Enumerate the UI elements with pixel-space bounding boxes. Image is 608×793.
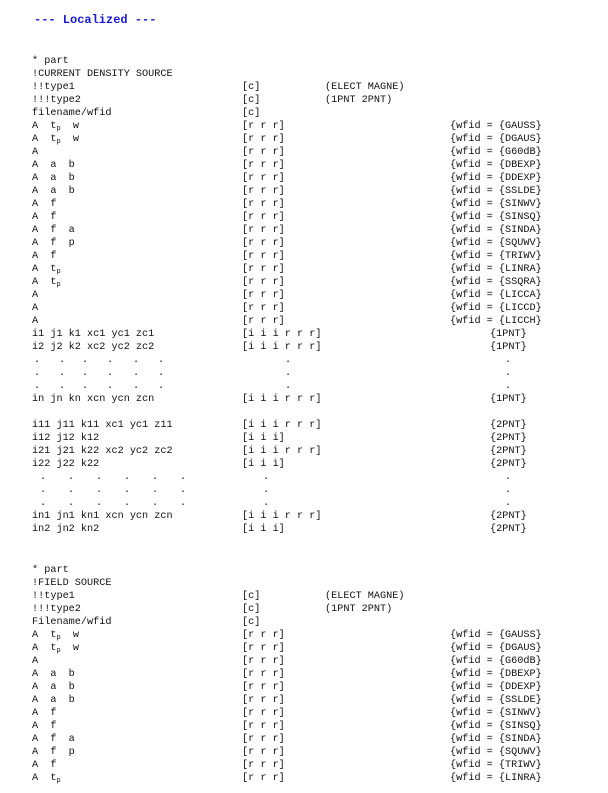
ellipsis-dot: .	[263, 485, 270, 496]
subscript: p	[56, 777, 61, 785]
coord-label: i2 j2 k2 xc2 yc2 zc2	[32, 342, 155, 353]
param-format: [r r r]	[242, 121, 285, 132]
type1-format: [c]	[242, 82, 261, 93]
param-wfid: {wfid = {SINDA}	[450, 734, 542, 745]
coord-label: in jn kn xcn ycn zcn	[32, 394, 155, 405]
coord-tag: {2PNT}	[490, 511, 527, 522]
param-wfid: {wfid = {SINSQ}	[450, 212, 542, 223]
ellipsis-row	[0, 497, 608, 510]
ellipsis-dot: .	[285, 355, 292, 366]
param-wfid: {wfid = {LICCD}	[450, 303, 542, 314]
param-format: [r r r]	[242, 277, 285, 288]
param-row	[0, 733, 608, 746]
ellipsis-dot: .	[133, 355, 140, 366]
param-wfid: {wfid = {SINWV}	[450, 199, 542, 210]
param-format: [r r r]	[242, 721, 285, 732]
type2-options: (1PNT 2PNT)	[325, 95, 393, 106]
coord-format: [i i i r r r]	[242, 511, 322, 522]
param-row	[0, 146, 608, 159]
param-format: [r r r]	[242, 134, 285, 145]
param-wfid: {wfid = {SINWV}	[450, 708, 542, 719]
param-row	[0, 198, 608, 211]
param-label: A f a	[32, 734, 75, 745]
param-format: [r r r]	[242, 303, 285, 314]
ellipsis-dot: .	[124, 498, 131, 509]
ellipsis-dot: .	[180, 498, 187, 509]
ellipsis-dot: .	[107, 368, 114, 379]
param-row	[0, 276, 608, 289]
param-format: [r r r]	[242, 695, 285, 706]
coord-tag: {1PNT}	[490, 342, 527, 353]
param-format: [r r r]	[242, 747, 285, 758]
param-row	[0, 707, 608, 720]
coord-format: [i i i r r r]	[242, 342, 322, 353]
ellipsis-dot: .	[505, 355, 512, 366]
ellipsis-dot: .	[40, 498, 47, 509]
coord-format: [i i i r r r]	[242, 394, 322, 405]
ellipsis-row	[0, 484, 608, 497]
param-wfid: {wfid = {DDEXP}	[450, 173, 542, 184]
subscript: p	[56, 138, 61, 146]
param-wfid: {wfid = {SINDA}	[450, 225, 542, 236]
coord-label: i11 j11 k11 xc1 yc1 z11	[32, 420, 173, 431]
coord-label: in1 jn1 kn1 xcn ycn zcn	[32, 511, 173, 522]
param-label: A	[32, 316, 39, 327]
two-pnt-last-row	[0, 523, 608, 536]
param-label: A f	[32, 708, 57, 719]
param-format: [r r r]	[242, 199, 285, 210]
coord-tag: {1PNT}	[490, 329, 527, 340]
ellipsis-dot: .	[505, 368, 512, 379]
param-wfid: {wfid = {LINRA}	[450, 773, 542, 784]
param-format: [r r r]	[242, 643, 285, 654]
two-pnt-row	[0, 458, 608, 471]
param-wfid: {wfid = {TRIWV}	[450, 251, 542, 262]
ellipsis-dot: .	[107, 381, 114, 392]
ellipsis-dot: .	[68, 485, 75, 496]
part-marker-text: * part	[32, 565, 69, 576]
ellipsis-dot: .	[152, 472, 159, 483]
ellipsis-dot: .	[82, 381, 89, 392]
source-title	[0, 68, 608, 81]
ellipsis-row	[0, 380, 608, 393]
param-label: A	[32, 303, 39, 314]
param-row	[0, 772, 608, 785]
param-wfid: {wfid = {LICCH}	[450, 316, 542, 327]
param-format: [r r r]	[242, 173, 285, 184]
param-format: [r r r]	[242, 251, 285, 262]
type2-label: !!!type2	[32, 95, 81, 106]
ellipsis-dot: .	[505, 472, 512, 483]
ellipsis-dot: .	[133, 368, 140, 379]
ellipsis-dot: .	[96, 472, 103, 483]
type2-format: [c]	[242, 604, 261, 615]
param-label: A f p	[32, 747, 75, 758]
param-wfid: {wfid = {DGAUS}	[450, 643, 542, 654]
param-wfid: {wfid = {DDEXP}	[450, 682, 542, 693]
coord-format: [i i i r r r]	[242, 446, 322, 457]
coord-label: i22 j22 k22	[32, 459, 100, 470]
param-row	[0, 759, 608, 772]
filename-row	[0, 616, 608, 629]
param-row	[0, 315, 608, 328]
param-wfid: {wfid = {GAUSS}	[450, 121, 542, 132]
ellipsis-dot: .	[82, 355, 89, 366]
ellipsis-dot: .	[505, 381, 512, 392]
param-label: A f	[32, 212, 57, 223]
param-label: A f a	[32, 225, 75, 236]
part-marker	[0, 55, 608, 68]
param-format: [r r r]	[242, 160, 285, 171]
coord-format: [i i i]	[242, 459, 285, 470]
param-row	[0, 250, 608, 263]
param-format: [r r r]	[242, 760, 285, 771]
type2-row	[0, 94, 608, 107]
filename-format: [c]	[242, 108, 261, 119]
param-format: [r r r]	[242, 630, 285, 641]
param-row	[0, 746, 608, 759]
param-row	[0, 694, 608, 707]
param-wfid: {wfid = {SSLDE}	[450, 186, 542, 197]
param-label: A a b	[32, 669, 75, 680]
ellipsis-dot: .	[68, 498, 75, 509]
ellipsis-dot: .	[133, 381, 140, 392]
param-row	[0, 224, 608, 237]
param-wfid: {wfid = {SQUWV}	[450, 747, 542, 758]
param-label: A f	[32, 199, 57, 210]
param-label: A $t_p$	[32, 264, 61, 276]
param-wfid: {wfid = {SSLDE}	[450, 695, 542, 706]
coord-format: [i i i r r r]	[242, 420, 322, 431]
param-label: A	[32, 147, 39, 158]
param-format: [r r r]	[242, 773, 285, 784]
coord-format: [i i i]	[242, 433, 285, 444]
param-label: A f	[32, 251, 57, 262]
ellipsis-dot: .	[82, 368, 89, 379]
one-pnt-row	[0, 341, 608, 354]
param-row	[0, 133, 608, 146]
type1-label: !!type1	[32, 82, 75, 93]
param-wfid: {wfid = {LICCA}	[450, 290, 542, 301]
ellipsis-dot: .	[59, 355, 66, 366]
param-wfid: {wfid = {G60dB}	[450, 656, 542, 667]
filename-row	[0, 107, 608, 120]
param-row	[0, 655, 608, 668]
type2-label: !!!type2	[32, 604, 81, 615]
coord-tag: {1PNT}	[490, 394, 527, 405]
type1-options: (ELECT MAGNE)	[325, 591, 405, 602]
param-label: A f p	[32, 238, 75, 249]
param-label: A $t_p$	[32, 773, 61, 785]
param-format: [r r r]	[242, 238, 285, 249]
ellipsis-dot: .	[505, 498, 512, 509]
ellipsis-dot: .	[263, 472, 270, 483]
param-wfid: {wfid = {GAUSS}	[450, 630, 542, 641]
param-row	[0, 263, 608, 276]
two-pnt-row	[0, 419, 608, 432]
param-wfid: {wfid = {G60dB}	[450, 147, 542, 158]
param-label: A a b	[32, 173, 75, 184]
param-row	[0, 681, 608, 694]
ellipsis-dot: .	[124, 472, 131, 483]
param-row	[0, 172, 608, 185]
param-wfid: {wfid = {LINRA}	[450, 264, 542, 275]
subscript: p	[56, 125, 61, 133]
param-wfid: {wfid = {TRIWV}	[450, 760, 542, 771]
ellipsis-dot: .	[34, 381, 41, 392]
two-pnt-row	[0, 445, 608, 458]
type1-options: (ELECT MAGNE)	[325, 82, 405, 93]
ellipsis-dot: .	[40, 472, 47, 483]
subscript: p	[56, 281, 61, 289]
ellipsis-dot: .	[68, 472, 75, 483]
param-format: [r r r]	[242, 656, 285, 667]
type1-format: [c]	[242, 591, 261, 602]
param-row	[0, 120, 608, 133]
filename-label: Filename/wfid	[32, 617, 112, 628]
ellipsis-row	[0, 367, 608, 380]
type1-row	[0, 590, 608, 603]
param-row	[0, 159, 608, 172]
subscript: p	[56, 647, 61, 655]
param-wfid: {wfid = {SQUWV}	[450, 238, 542, 249]
ellipsis-row	[0, 354, 608, 367]
param-label: A $t_p$ w	[32, 630, 80, 642]
type2-row	[0, 603, 608, 616]
ellipsis-row	[0, 471, 608, 484]
param-row	[0, 668, 608, 681]
one-pnt-last-row	[0, 393, 608, 406]
type1-row	[0, 81, 608, 94]
ellipsis-dot: .	[158, 381, 165, 392]
param-format: [r r r]	[242, 734, 285, 745]
param-label: A $t_p$ w	[32, 134, 80, 146]
ellipsis-dot: .	[107, 355, 114, 366]
two-pnt-row	[0, 432, 608, 445]
param-wfid: {wfid = {SINSQ}	[450, 721, 542, 732]
ellipsis-dot: .	[505, 485, 512, 496]
filename-format: [c]	[242, 617, 261, 628]
param-row	[0, 720, 608, 733]
param-format: [r r r]	[242, 264, 285, 275]
ellipsis-dot: .	[59, 368, 66, 379]
param-label: A a b	[32, 695, 75, 706]
param-wfid: {wfid = {DBEXP}	[450, 669, 542, 680]
subscript: p	[56, 268, 61, 276]
param-row	[0, 237, 608, 250]
coord-label: i12 j12 k12	[32, 433, 100, 444]
param-label: A a b	[32, 160, 75, 171]
coord-tag: {2PNT}	[490, 446, 527, 457]
ellipsis-dot: .	[158, 355, 165, 366]
coord-format: [i i i r r r]	[242, 329, 322, 340]
part-marker	[0, 564, 608, 577]
ellipsis-dot: .	[96, 485, 103, 496]
filename-label: filename/wfid	[32, 108, 112, 119]
ellipsis-dot: .	[152, 498, 159, 509]
type2-options: (1PNT 2PNT)	[325, 604, 393, 615]
ellipsis-dot: .	[158, 368, 165, 379]
ellipsis-dot: .	[96, 498, 103, 509]
ellipsis-dot: .	[40, 485, 47, 496]
ellipsis-dot: .	[34, 368, 41, 379]
ellipsis-dot: .	[59, 381, 66, 392]
param-row	[0, 289, 608, 302]
source-title	[0, 577, 608, 590]
param-format: [r r r]	[242, 290, 285, 301]
param-label: A a b	[32, 682, 75, 693]
ellipsis-dot: .	[124, 485, 131, 496]
param-label: A $t_p$ w	[32, 121, 80, 133]
coord-label: i21 j21 k22 xc2 yc2 zc2	[32, 446, 173, 457]
param-label: A	[32, 656, 39, 667]
param-label: A f	[32, 760, 57, 771]
one-pnt-row	[0, 328, 608, 341]
param-label: A $t_p$ w	[32, 643, 80, 655]
param-format: [r r r]	[242, 682, 285, 693]
subscript: p	[56, 634, 61, 642]
param-format: [r r r]	[242, 669, 285, 680]
ellipsis-dot: .	[180, 485, 187, 496]
type2-format: [c]	[242, 95, 261, 106]
param-format: [r r r]	[242, 225, 285, 236]
param-label: A f	[32, 721, 57, 732]
ellipsis-dot: .	[180, 472, 187, 483]
param-format: [r r r]	[242, 316, 285, 327]
param-row	[0, 211, 608, 224]
param-row	[0, 642, 608, 655]
coord-tag: {2PNT}	[490, 420, 527, 431]
ellipsis-dot: .	[285, 368, 292, 379]
param-label: A	[32, 290, 39, 301]
param-label: A a b	[32, 186, 75, 197]
ellipsis-dot: .	[263, 498, 270, 509]
param-format: [r r r]	[242, 186, 285, 197]
coord-format: [i i i]	[242, 524, 285, 535]
coord-label: i1 j1 k1 xc1 yc1 zc1	[32, 329, 155, 340]
coord-tag: {2PNT}	[490, 433, 527, 444]
ellipsis-dot: .	[152, 485, 159, 496]
two-pnt-last-row	[0, 510, 608, 523]
coord-tag: {2PNT}	[490, 459, 527, 470]
param-wfid: {wfid = {DBEXP}	[450, 160, 542, 171]
source-title-text: !CURRENT DENSITY SOURCE	[32, 69, 173, 80]
param-format: [r r r]	[242, 212, 285, 223]
param-wfid: {wfid = {SSQRA}	[450, 277, 542, 288]
param-row	[0, 185, 608, 198]
type1-label: !!type1	[32, 591, 75, 602]
coord-tag: {2PNT}	[490, 524, 527, 535]
param-format: [r r r]	[242, 708, 285, 719]
param-row	[0, 302, 608, 315]
ellipsis-dot: .	[285, 381, 292, 392]
param-row	[0, 629, 608, 642]
param-wfid: {wfid = {DGAUS}	[450, 134, 542, 145]
section-heading: --- Localized ---	[34, 13, 157, 27]
source-title-text: !FIELD SOURCE	[32, 578, 112, 589]
param-label: A $t_p$	[32, 277, 61, 289]
ellipsis-dot: .	[34, 355, 41, 366]
coord-label: in2 jn2 kn2	[32, 524, 100, 535]
part-marker-text: * part	[32, 56, 69, 67]
param-format: [r r r]	[242, 147, 285, 158]
